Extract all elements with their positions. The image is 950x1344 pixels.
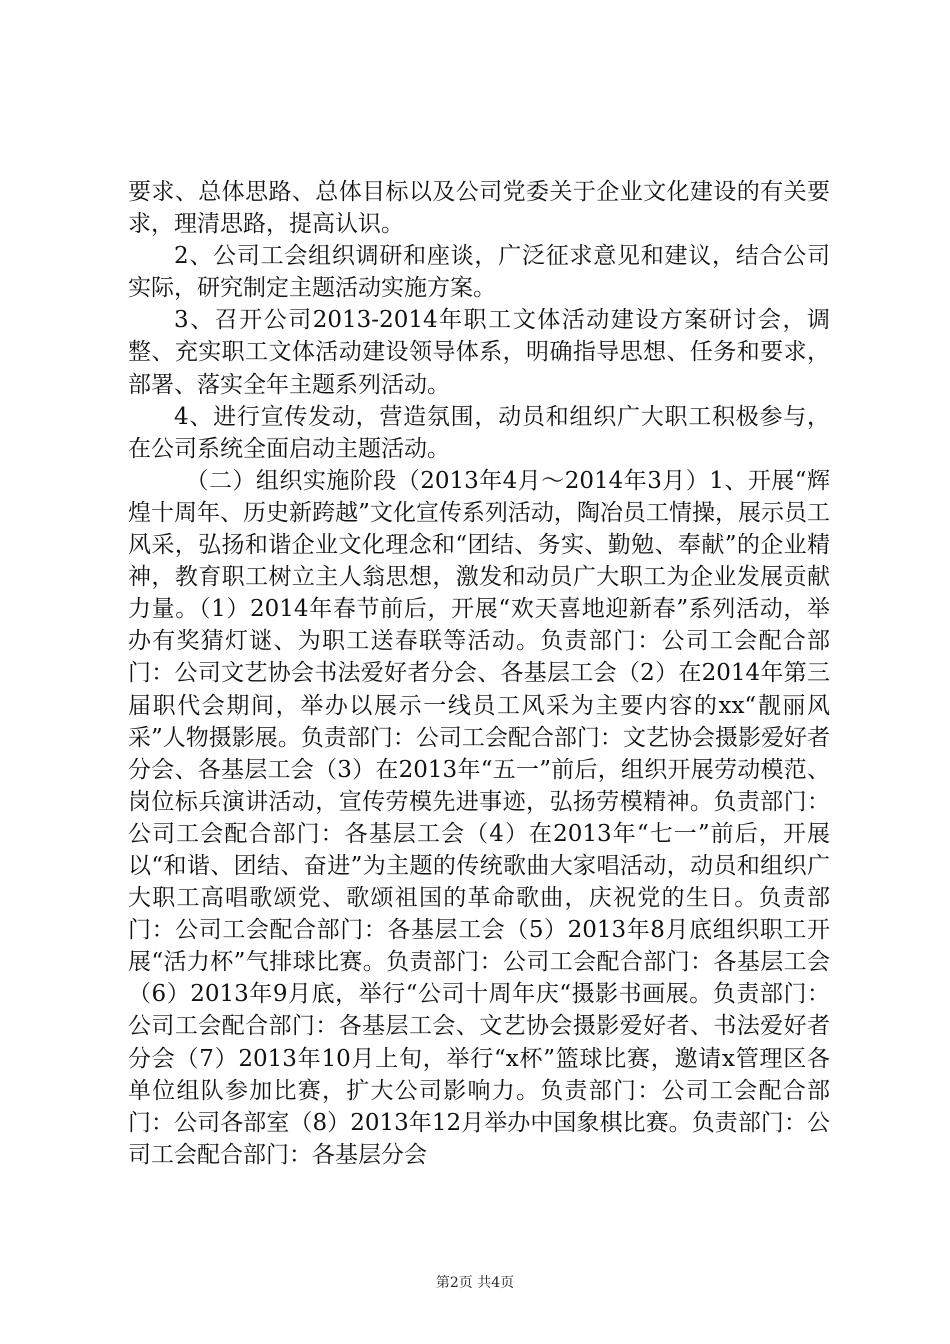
paragraph-continuation: 要求、总体思路、总体目标以及公司党委关于企业文化建设的有关要求，理清思路，提高认识。 <box>128 179 830 238</box>
paragraph-item-3: 3、召开公司2013-2014年职工文体活动建设方案研讨会，调整、充实职工文体活动建设领导体系，明确指导思想、任务和要求，部署、落实全年主题系列活动。 <box>128 307 830 398</box>
page-number-footer: 第2页 共4页 <box>435 1275 515 1291</box>
document-body <box>128 176 830 1171</box>
paragraph-item-2: 2、公司工会组织调研和座谈，广泛征求意见和建议，结合公司实际，研究制定主题活动实施方案。 <box>128 243 830 302</box>
paragraph-item-4: 4、进行宣传发动，营造氛围，动员和组织广大职工积极参与，在公司系统全面启动主题活动。 <box>128 403 830 462</box>
paragraph-implementation-stage: （二）组织实施阶段（2013年4月～2014年3月）1、开展“辉煌十周年、历史新跨越”文化宣传系列活动，陶冶员工情操，展示员工风采，弘扬和谐企业文化理念和“团结、务实、勤勉、奉献”的企业精神，教育职工树立主人翁思想，激发和动员广大职工为企业发展贡献力量。（1）2014年春节前后，开展“欢天喜地迎新春”系列活动，举办有奖猜灯谜、为职工送春联等活动。负责部门：公司工会配合部门：公司文艺协会书法爱好者分会、各基层工会（2）在2014年第三届职代会期间，举办以展示一线员工风采为主要内容的xx“靓丽风采”人物摄影展。负责部门：公司工会配合部门：文艺协会摄影爱好者分会、各基层工会（3）在2013年“五一”前后，组织开展劳动模范、岗位标兵演讲活动，宣传劳模先进事迹，弘扬劳模精神。负责部门：公司工会配合部门：各基层工会（4）在2013年“七一”前后，开展以“和谐、团结、奋进”为主题的传统歌曲大家唱活动，动员和组织广大职工高唱歌颂党、歌颂祖国的革命歌曲，庆祝党的生日。负责部门：公司工会配合部门：各基层工会（5）2013年8月底组织职工开展“活力杯”气排球比赛。负责部门：公司工会配合部门：各基层工会（6）2013年9月底，举行“公司十周年庆“摄影书画展。负责部门：公司工会配合部门：各基层工会、文艺协会摄影爱好者、书法爱好者分会（7）2013年10月上旬，举行“x杯”篮球比赛，邀请x管理区各单位组队参加比赛，扩大公司影响力。负责部门：公司工会配合部门：公司各部室（8）2013年12月举办中国象棋比赛。负责部门：公司工会配合部门：各基层分会 <box>128 467 830 1168</box>
